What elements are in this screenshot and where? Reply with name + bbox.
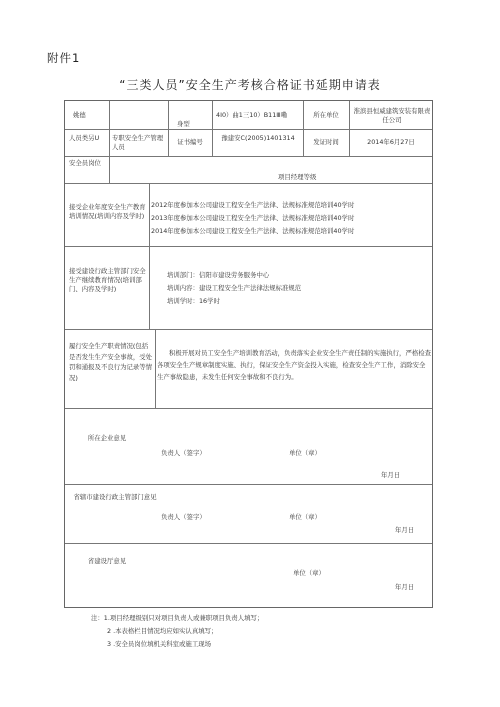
- footnotes: [91, 612, 263, 651]
- safety-post-label: 安全员岗位: [69, 159, 101, 167]
- unit-value: 淮滨县恒威建筑安装有限责任公司: [353, 107, 431, 124]
- row-divider: [65, 246, 432, 247]
- row-divider: [65, 156, 432, 157]
- pm-grade-label: 项目经理等级: [278, 173, 317, 181]
- issue-date-label: 发证时间: [313, 138, 339, 146]
- company-date-label: 年月日: [381, 471, 401, 479]
- note-item-2: 2 .本表格栏目情况均应如实认真填写；: [107, 627, 218, 635]
- company-seal-label: 单位（章）: [289, 449, 321, 457]
- column-divider: [109, 101, 110, 183]
- category-label: 人员类另U: [69, 134, 100, 142]
- row-divider: [65, 329, 432, 330]
- cert-number-label: 证书编号: [177, 138, 203, 146]
- city-date-label: 年月日: [395, 526, 415, 534]
- duty-label: 履行安全生产职责情况(包括是否发生生产安全事故，受处罚和通报及不良行为记录等情况): [69, 342, 153, 382]
- id-label: 身型: [177, 120, 190, 128]
- train-content-value: 建设工程安全生产法律法规标准规范: [198, 284, 302, 292]
- train-content-label: 培训内容：: [167, 284, 199, 292]
- column-divider: [212, 101, 213, 156]
- training-line-2014: 2014年度参加本公司建设工程安全生产法律、法规标准规范培训40学时: [151, 227, 355, 235]
- row-divider: [65, 543, 432, 544]
- application-form-table: [64, 100, 433, 608]
- annex-label: 附件1: [47, 51, 81, 65]
- form-title: “三类人员”安全生产考核合格证书延期申请表: [119, 78, 381, 92]
- column-divider: [349, 101, 350, 156]
- column-divider: [168, 101, 169, 156]
- province-date-label: 年月日: [395, 583, 415, 591]
- unit-label: 所在单位: [313, 111, 339, 119]
- train-hours-label: 培训学时：: [167, 297, 199, 305]
- duty-text: 积极开展对员工安全生产培训教育活动，负责落实企业安全生产责任制的实施执行，严格检查各项安全生产规章制度实施、执行，保证安全生产资金投入实施，检查安全生产工作，消除安全生产事故隐患，未发生任何安全事故和不良行为。: [157, 349, 432, 381]
- id-value: 4Ⅰ0）曲1三10）B11Ⅲ嘞: [216, 111, 288, 119]
- gov-training-detail: [167, 269, 301, 308]
- column-divider: [149, 183, 150, 329]
- training-line-2012: 2012年度参加本公司建设工程安全生产法律、法规标准规范培训40学时: [151, 201, 355, 209]
- row-divider: [65, 484, 432, 485]
- company-training-label: 接受企业年度安全生产教育培训情况(培训内容及学时): [69, 203, 146, 220]
- column-divider: [303, 101, 304, 156]
- row-divider: [65, 183, 432, 184]
- city-opinion-label: 省辖市建设行政主管部门意见: [73, 493, 157, 501]
- province-seal-label: 单位（章）: [293, 569, 325, 577]
- train-dept-label: 培训部门：: [167, 271, 199, 279]
- issue-date-value: 2014年6月27日: [367, 138, 415, 146]
- column-divider: [155, 329, 156, 408]
- province-opinion-label: 省建设厅意见: [87, 557, 127, 565]
- train-hours-value: 16学时: [198, 297, 220, 305]
- note-item-1: 1.项目经理级别只对项目负责人或兼职项目负责人填写；: [103, 614, 264, 622]
- category-value: 专职安全生产管理人员: [112, 134, 164, 151]
- row-divider: [65, 408, 432, 409]
- train-dept-value: 信阳市建设劳务服务中心: [198, 271, 270, 279]
- company-training-lines: [151, 199, 354, 238]
- company-opinion-label: 所在企业意见: [87, 434, 127, 442]
- note-item-3: 3 .安全员岗位填机关科室或施工现场: [107, 640, 211, 648]
- training-line-2013: 2013年度参加本公司建设工程安全生产法律、法规标准规范培训40学时: [151, 214, 355, 222]
- gov-training-label: 接受建设行政主管部门安全生产继续教育情况(培训部门、内容及学时): [69, 267, 146, 293]
- notes-lead: 注：: [91, 614, 104, 622]
- company-signature-label: 负责人（签字）: [161, 449, 206, 457]
- name-value: 姚德: [73, 111, 86, 119]
- cert-number-value: 豫建安C(2005)1401314: [221, 134, 295, 142]
- city-seal-label: 单位（章）: [289, 513, 321, 521]
- city-signature-label: 负责人（签字）: [161, 513, 206, 521]
- row-divider: [65, 129, 432, 130]
